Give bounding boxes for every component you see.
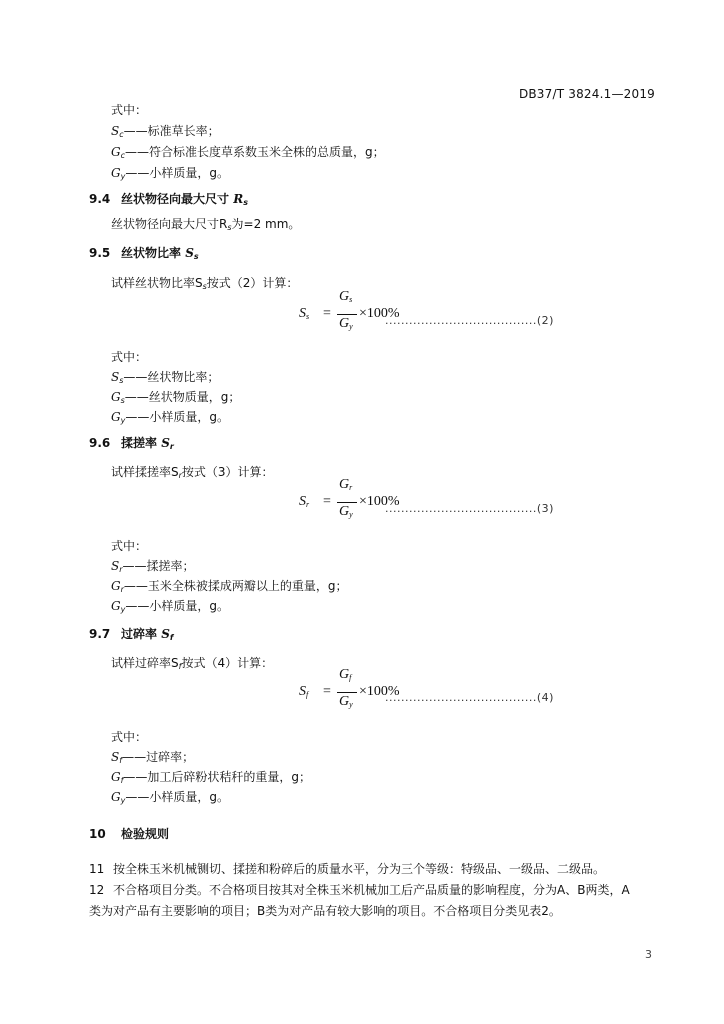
equation-number-4: ......................................(4) bbox=[385, 691, 554, 704]
fraction-bar bbox=[337, 314, 357, 315]
formula-4: $S_f$ = $G_f$ $G_y$ ×100% bbox=[299, 667, 400, 709]
paragraph-9-6: 试样揉搓率$S_r$按式（3）计算： bbox=[111, 465, 274, 480]
definition-sr: $S_r——$揉搓率； bbox=[111, 559, 195, 574]
def-symbol: S bbox=[111, 124, 120, 138]
section-heading-9-7: 9.7 过碎率 $S_f$ bbox=[89, 627, 174, 642]
paragraph-9-4: 丝状物径向最大尺寸$R_s$为=2 mm。 bbox=[111, 217, 301, 232]
item-12-line-1: 12 不合格项目分类。不合格项目按其对全株玉米机械加工后产品质量的影响程度，分为A、B两类，A bbox=[89, 883, 630, 897]
definition-gy: $G_y——$小样质量，g。 bbox=[111, 790, 229, 805]
item-11: 11 按全株玉米机械铡切、揉搓和粉碎后的质量水平，分为三个等级：特级品、一级品、二级品。 bbox=[89, 862, 606, 876]
fraction-bar bbox=[337, 502, 357, 503]
paragraph-9-7: 试样过碎率$S_f$按式（4）计算： bbox=[111, 656, 274, 671]
definition-gc: $G_c——$符合标准长度草系数玉米全株的总质量，g； bbox=[111, 145, 385, 160]
definition-gy: $G_y——$小样质量，g。 bbox=[111, 166, 229, 181]
definition-gf: $G_f——$加工后碎粉状秸秆的重量，g； bbox=[111, 770, 312, 785]
where-intro: 式中： bbox=[111, 730, 148, 744]
where-intro: 式中： bbox=[111, 103, 148, 117]
section-heading-9-5: 9.5 丝状物比率 $S_s$ bbox=[89, 246, 199, 261]
equation-number-2: ......................................(2) bbox=[385, 314, 554, 327]
page-number: 3 bbox=[645, 948, 652, 961]
section-heading-9-4: 9.4 丝状物径向最大尺寸 $R_s$ bbox=[89, 192, 248, 207]
definition-sc: $S_c——$标准草长率； bbox=[111, 124, 220, 139]
definition-gs: $G_s——$丝状物质量，g； bbox=[111, 390, 241, 405]
definition-sf: $S_f——$过碎率； bbox=[111, 750, 195, 765]
document-number: DB37/T 3824.1—2019 bbox=[518, 87, 655, 101]
section-heading-9-6: 9.6 揉搓率 $S_r$ bbox=[89, 436, 174, 451]
definition-gy: $G_y——$小样质量，g。 bbox=[111, 599, 229, 614]
definition-gy: $G_y——$小样质量，g。 bbox=[111, 410, 229, 425]
def-text: ——标准草长率； bbox=[123, 124, 220, 138]
item-12-line-2: 类为对产品有主要影响的项目；B类为对产品有较大影响的项目。不合格项目分类见表2。 bbox=[89, 904, 561, 918]
equation-number-3: ......................................(3) bbox=[385, 502, 554, 515]
where-intro: 式中： bbox=[111, 539, 148, 553]
definition-gr: $G_r——$玉米全株被揉成两瓣以上的重量，g； bbox=[111, 579, 348, 594]
formula-3: $S_r$ = $G_r$ $G_y$ ×100% bbox=[299, 477, 400, 519]
section-heading-10: 10 检验规则 bbox=[89, 827, 170, 841]
fraction-bar bbox=[337, 692, 357, 693]
definition-ss: $S_s——$丝状物比率； bbox=[111, 370, 220, 385]
where-intro: 式中： bbox=[111, 350, 148, 364]
paragraph-9-5: 试样丝状物比率$S_s$按式（2）计算： bbox=[111, 276, 299, 291]
formula-2: $S_s$ = $G_s$ $G_y$ ×100% bbox=[299, 289, 400, 331]
